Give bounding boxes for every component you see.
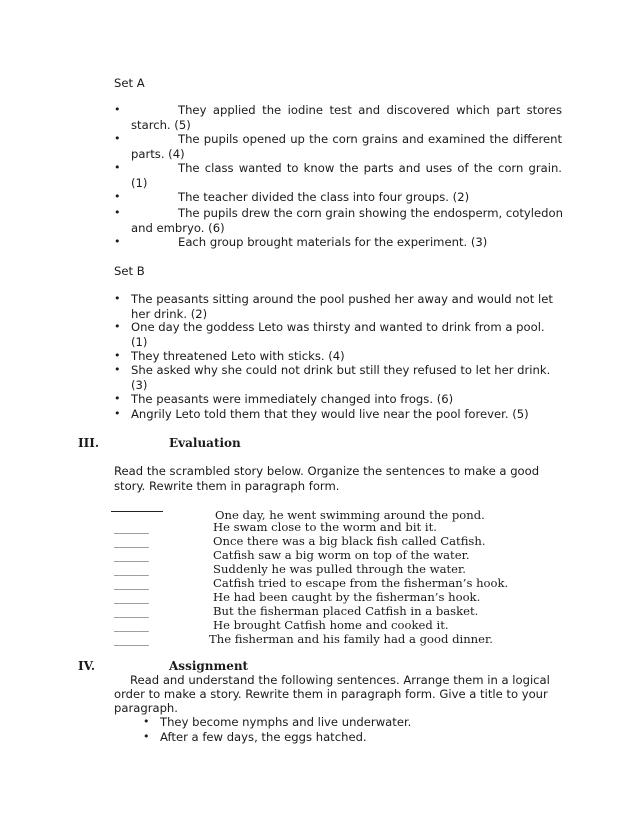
- set-a-item-4-line-1: The teacher divided the class into four groups. (2): [178, 190, 470, 204]
- set-b-label: Set B: [114, 264, 145, 278]
- story-sentence: Suddenly he was pulled through the water.: [213, 562, 466, 576]
- bullet-icon: •: [114, 363, 121, 376]
- set-b-item-2-line-2: (1): [131, 335, 148, 349]
- bullet-icon: •: [114, 235, 121, 248]
- answer-blank: ______: [114, 534, 149, 548]
- bullet-icon: •: [114, 292, 121, 305]
- story-sentence: He brought Catfish home and cooked it.: [213, 618, 449, 632]
- bullet-icon: •: [114, 161, 121, 174]
- section-numeral-iv: IV.: [78, 659, 96, 673]
- story-sentence: He had been caught by the fisherman’s hook.: [213, 590, 481, 604]
- bullet-icon: •: [143, 715, 150, 728]
- section-numeral-iii: III.: [78, 436, 100, 450]
- evaluation-heading: Evaluation: [169, 436, 241, 450]
- answer-blank: ______: [114, 562, 149, 576]
- set-b-item-4-line-2: (3): [131, 378, 148, 392]
- answer-blank: ______: [114, 632, 149, 646]
- story-sentence: Catfish tried to escape from the fisherman’s hook.: [213, 576, 509, 590]
- answer-blank: ______: [114, 604, 149, 618]
- set-a-item-1-line-2: starch. (5): [131, 118, 191, 132]
- set-a-item-5-line-2: and embryo. (6): [131, 221, 225, 235]
- story-sentence: But the fisherman placed Catfish in a basket.: [213, 604, 479, 618]
- bullet-icon: •: [114, 190, 121, 203]
- set-a-label: Set A: [114, 76, 145, 90]
- set-b-item-3-line-1: They threatened Leto with sticks. (4): [131, 349, 345, 363]
- story-sentence: One day, he went swimming around the pond.: [215, 508, 485, 522]
- set-a-item-2-line-2: parts. (4): [131, 147, 185, 161]
- set-b-item-4-line-1: She asked why she could not drink but still they refused to let her drink.: [131, 363, 551, 377]
- assignment-paragraph-line-2: order to make a story. Rewrite them in paragraph form. Give a title to your: [114, 687, 548, 701]
- bullet-icon: •: [114, 206, 121, 219]
- set-a-item-1-line-1: They applied the iodine test and discovered which part stores: [178, 103, 562, 117]
- set-b-item-1-line-2: her drink. (2): [131, 307, 208, 321]
- bullet-icon: •: [143, 730, 150, 743]
- set-a-item-2-line-1: The pupils opened up the corn grains and examined the different: [178, 132, 562, 146]
- assignment-paragraph-line-3: paragraph.: [114, 701, 178, 715]
- bullet-icon: •: [114, 103, 121, 116]
- assignment-heading: Assignment: [169, 659, 249, 673]
- evaluation-instruction-line-2: story. Rewrite them in paragraph form.: [114, 479, 340, 493]
- assignment-item: After a few days, the eggs hatched.: [160, 730, 367, 744]
- bullet-icon: •: [114, 132, 121, 145]
- set-b-item-2-line-1: One day the goddess Leto was thirsty and wanted to drink from a pool.: [131, 320, 545, 334]
- answer-blank: ______: [114, 520, 149, 534]
- set-a-item-6-line-1: Each group brought materials for the experiment. (3): [178, 235, 488, 249]
- set-b-item-1-line-1: The peasants sitting around the pool pushed her away and would not let: [131, 292, 553, 306]
- story-sentence: He swam close to the worm and bit it.: [213, 520, 437, 534]
- story-sentence: Once there was a big black fish called Catfish.: [213, 534, 486, 548]
- answer-blank: ______: [114, 590, 149, 604]
- assignment-item: They become nymphs and live underwater.: [160, 715, 412, 729]
- set-a-item-5-line-1: The pupils drew the corn grain showing the endosperm, cotyledon: [178, 206, 563, 220]
- answer-blank: ______: [114, 548, 149, 562]
- set-a-item-3-line-1: The class wanted to know the parts and uses of the corn grain.: [178, 161, 562, 175]
- answer-blank: ______: [114, 618, 149, 632]
- answer-blank: ______: [114, 576, 149, 590]
- answer-blank-line: [111, 511, 163, 512]
- bullet-icon: •: [114, 407, 121, 420]
- story-sentence: The fisherman and his family had a good dinner.: [209, 632, 493, 646]
- assignment-paragraph-line-1: Read and understand the following sentences. Arrange them in a logical: [130, 673, 550, 687]
- set-b-item-6-line-1: Angrily Leto told them that they would live near the pool forever. (5): [131, 407, 529, 421]
- bullet-icon: •: [114, 349, 121, 362]
- evaluation-instruction-line-1: Read the scrambled story below. Organize the sentences to make a good: [114, 464, 540, 478]
- bullet-icon: •: [114, 392, 121, 405]
- set-b-item-5-line-1: The peasants were immediately changed into frogs. (6): [131, 392, 454, 406]
- set-a-item-3-line-2: (1): [131, 176, 148, 190]
- story-sentence: Catfish saw a big worm on top of the water.: [213, 548, 470, 562]
- bullet-icon: •: [114, 320, 121, 333]
